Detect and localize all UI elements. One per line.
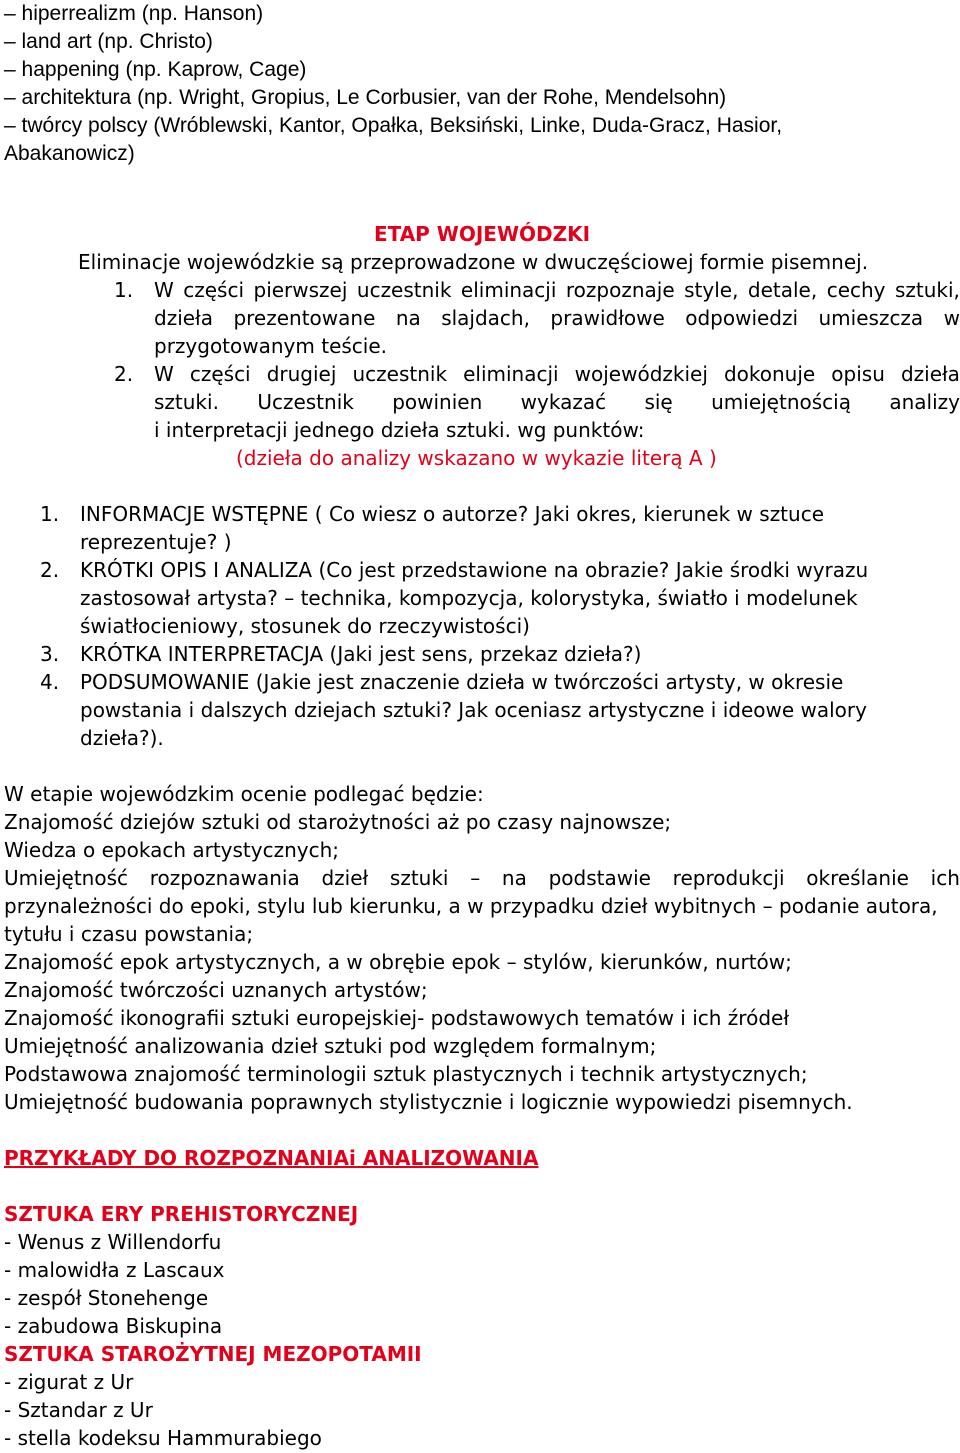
word: określanie <box>806 866 909 890</box>
list-item: 1. INFORMACJE WSTĘPNE ( Co wiesz o autorze? Jaki okres, kierunek w sztuce <box>40 502 825 526</box>
point-line <box>154 360 960 388</box>
prehistoric-section <box>4 1200 960 1340</box>
assessment-intro: W etapie wojewódzkim ocenie podlegać będzie: <box>4 782 484 806</box>
assessment-item <box>4 864 960 892</box>
list-item: - zespół Stonehenge <box>4 1286 209 1310</box>
word: sztuki <box>389 866 449 890</box>
word: części <box>183 278 245 302</box>
assessment-item: Znajomość twórczości uznanych artystów; <box>4 978 428 1002</box>
assessment-item: Podstawowa znajomość terminologii sztuk plastycznych i technik artystycznych; <box>4 1062 808 1086</box>
point-line <box>114 304 960 332</box>
word: Uczestnik <box>257 390 354 414</box>
word: na <box>395 306 421 330</box>
word: dokonuje <box>723 362 816 386</box>
word: opisu <box>831 362 885 386</box>
word: uczestnik <box>356 278 452 302</box>
word: się <box>644 390 673 414</box>
list-item: - zigurat z Ur <box>4 1370 134 1394</box>
assessment-item: Znajomość dziejów sztuki od starożytności aż po czasy najnowsze; <box>4 810 672 834</box>
list-item: - Wenus z Willendorfu <box>4 1230 222 1254</box>
point-line: i interpretacji jednego dzieła sztuki. wg punktów: <box>154 418 645 442</box>
section-heading: SZTUKA STAROŻYTNEJ MEZOPOTAMII <box>4 1342 422 1366</box>
etap-heading: ETAP WOJEWÓDZKI <box>373 222 591 246</box>
word: Umiejętność <box>4 866 129 890</box>
word: analizy <box>889 390 960 414</box>
word: reprodukcji <box>672 866 785 890</box>
word: drugiej <box>266 362 337 386</box>
word: eliminacji <box>463 362 559 386</box>
list-item: - stella kodeksu Hammurabiego <box>4 1426 322 1450</box>
list-item: – twórcy polscy (Wróblewski, Kantor, Opałka, Beksiński, Linke, Duda-Gracz, Hasior, <box>4 114 783 137</box>
word: umieszcza <box>818 306 924 330</box>
list-item: - malowidła z Lascaux <box>4 1258 225 1282</box>
word: wojewódzkiej <box>574 362 708 386</box>
word: powinien <box>392 390 483 414</box>
word: rozpoznawania <box>149 866 300 890</box>
section-heading: SZTUKA ERY PREHISTORYCZNEJ <box>4 1202 359 1226</box>
word: sztuki. <box>154 390 219 414</box>
assessment-item: Umiejętność analizowania dzieł sztuki pod względem formalnym; <box>4 1034 657 1058</box>
word: detale, <box>747 278 818 302</box>
etap-intro: Eliminacje wojewódzkie są przeprowadzone w dwuczęściowej formie pisemnej. <box>78 250 869 274</box>
point-line: przygotowanym teście. <box>154 334 388 358</box>
word: części <box>189 362 251 386</box>
top-list <box>4 0 960 168</box>
word: prezentowane <box>233 306 376 330</box>
analysis-note: (dzieła do analizy wskazano w wykazie literą A ) <box>236 446 717 470</box>
assessment-item: Znajomość ikonografii sztuki europejskiej- podstawowych tematów i ich źródeł <box>4 1006 789 1030</box>
analysis-steps: 1. INFORMACJE WSTĘPNE ( Co wiesz o autorze? Jaki okres, kierunek w sztuce reprezentuje? ) 2. KRÓTKI OPIS I ANALIZA (Co jest przedstawione na obrazie? Jakie środki wyrazu zastosował artysta? – technika, kompozycja, kolorystyka, światło i modelunek światłocieniowy, stosunek do rzeczywistości) 3. KRÓTKA INTERPRETACJA (Jaki jest sens, przekaz dzieła?) 4. PODSUMOWANIE (Jakie jest znaczenie dzieła w twórczości artysty, w okresie powstania i dalszych dziejach sztuki? Jak oceniasz artystyczne i ideowe walory dzieła?). <box>4 500 960 752</box>
document-page <box>4 0 960 1452</box>
assessment-section <box>4 780 960 1116</box>
word: uczestnik <box>352 362 448 386</box>
list-item: – happening (np. Kaprow, Cage) <box>4 58 307 81</box>
word: style, <box>684 278 739 302</box>
word: odpowiedzi <box>685 306 799 330</box>
etap-point-1 <box>4 276 960 360</box>
word: cechy <box>826 278 886 302</box>
list-item: 3. KRÓTKA INTERPRETACJA (Jaki jest sens, przekaz dzieła?) <box>40 642 642 666</box>
assessment-item: przynależności do epoki, stylu lub kierunku, a w przypadku dzieł wybitnych – podanie autora, <box>4 894 938 918</box>
list-item: – land art (np. Christo) <box>4 30 213 53</box>
word: na <box>501 866 527 890</box>
word: umiejętnością <box>711 390 851 414</box>
list-item: – hiperrealizm (np. Hanson) <box>4 2 264 25</box>
word: rozpoznaje <box>565 278 675 302</box>
mesopotamia-section <box>4 1340 960 1452</box>
list-item: 4. PODSUMOWANIE (Jakie jest znaczenie dzieła w twórczości artysty, w okresie <box>40 670 844 694</box>
word: dzieł <box>321 866 369 890</box>
examples-heading: PRZYKŁADY DO ROZPOZNANIAi ANALIZOWANIA <box>4 1146 539 1170</box>
list-item: 2. KRÓTKI OPIS I ANALIZA (Co jest przedstawione na obrazie? Jakie środki wyrazu <box>40 558 869 582</box>
point-line <box>114 388 960 416</box>
word: dzieła <box>154 306 213 330</box>
assessment-item: Umiejętność budowania poprawnych stylistycznie i logicznie wypowiedzi pisemnych. <box>4 1090 853 1114</box>
word: podstawie <box>548 866 651 890</box>
assessment-item: tytułu i czasu powstania; <box>4 922 254 946</box>
list-item: - Sztandar z Ur <box>4 1398 153 1422</box>
word: sztuki, <box>894 278 960 302</box>
word: W <box>154 278 174 302</box>
assessment-item: Znajomość epok artystycznych, a w obrębie epok – stylów, kierunków, nurtów; <box>4 950 792 974</box>
word: eliminacji <box>460 278 557 302</box>
word: – <box>470 866 481 890</box>
word: prawidłowe <box>550 306 665 330</box>
etap-point-2 <box>4 360 960 472</box>
word: wykazać <box>520 390 607 414</box>
list-item: Abakanowicz) <box>4 142 135 165</box>
assessment-item: Wiedza o epokach artystycznych; <box>4 838 340 862</box>
list-item: - zabudowa Biskupina <box>4 1314 223 1338</box>
word: ich <box>930 866 960 890</box>
word: dzieła <box>900 362 960 386</box>
word: w <box>943 306 960 330</box>
word: W <box>154 362 174 386</box>
point-number: 1. <box>114 278 134 302</box>
point-line <box>154 276 960 304</box>
word: slajdach, <box>441 306 530 330</box>
point-number: 2. <box>114 362 134 386</box>
list-item: – architektura (np. Wright, Gropius, Le Corbusier, van der Rohe, Mendelsohn) <box>4 86 727 109</box>
word: pierwszej <box>253 278 348 302</box>
